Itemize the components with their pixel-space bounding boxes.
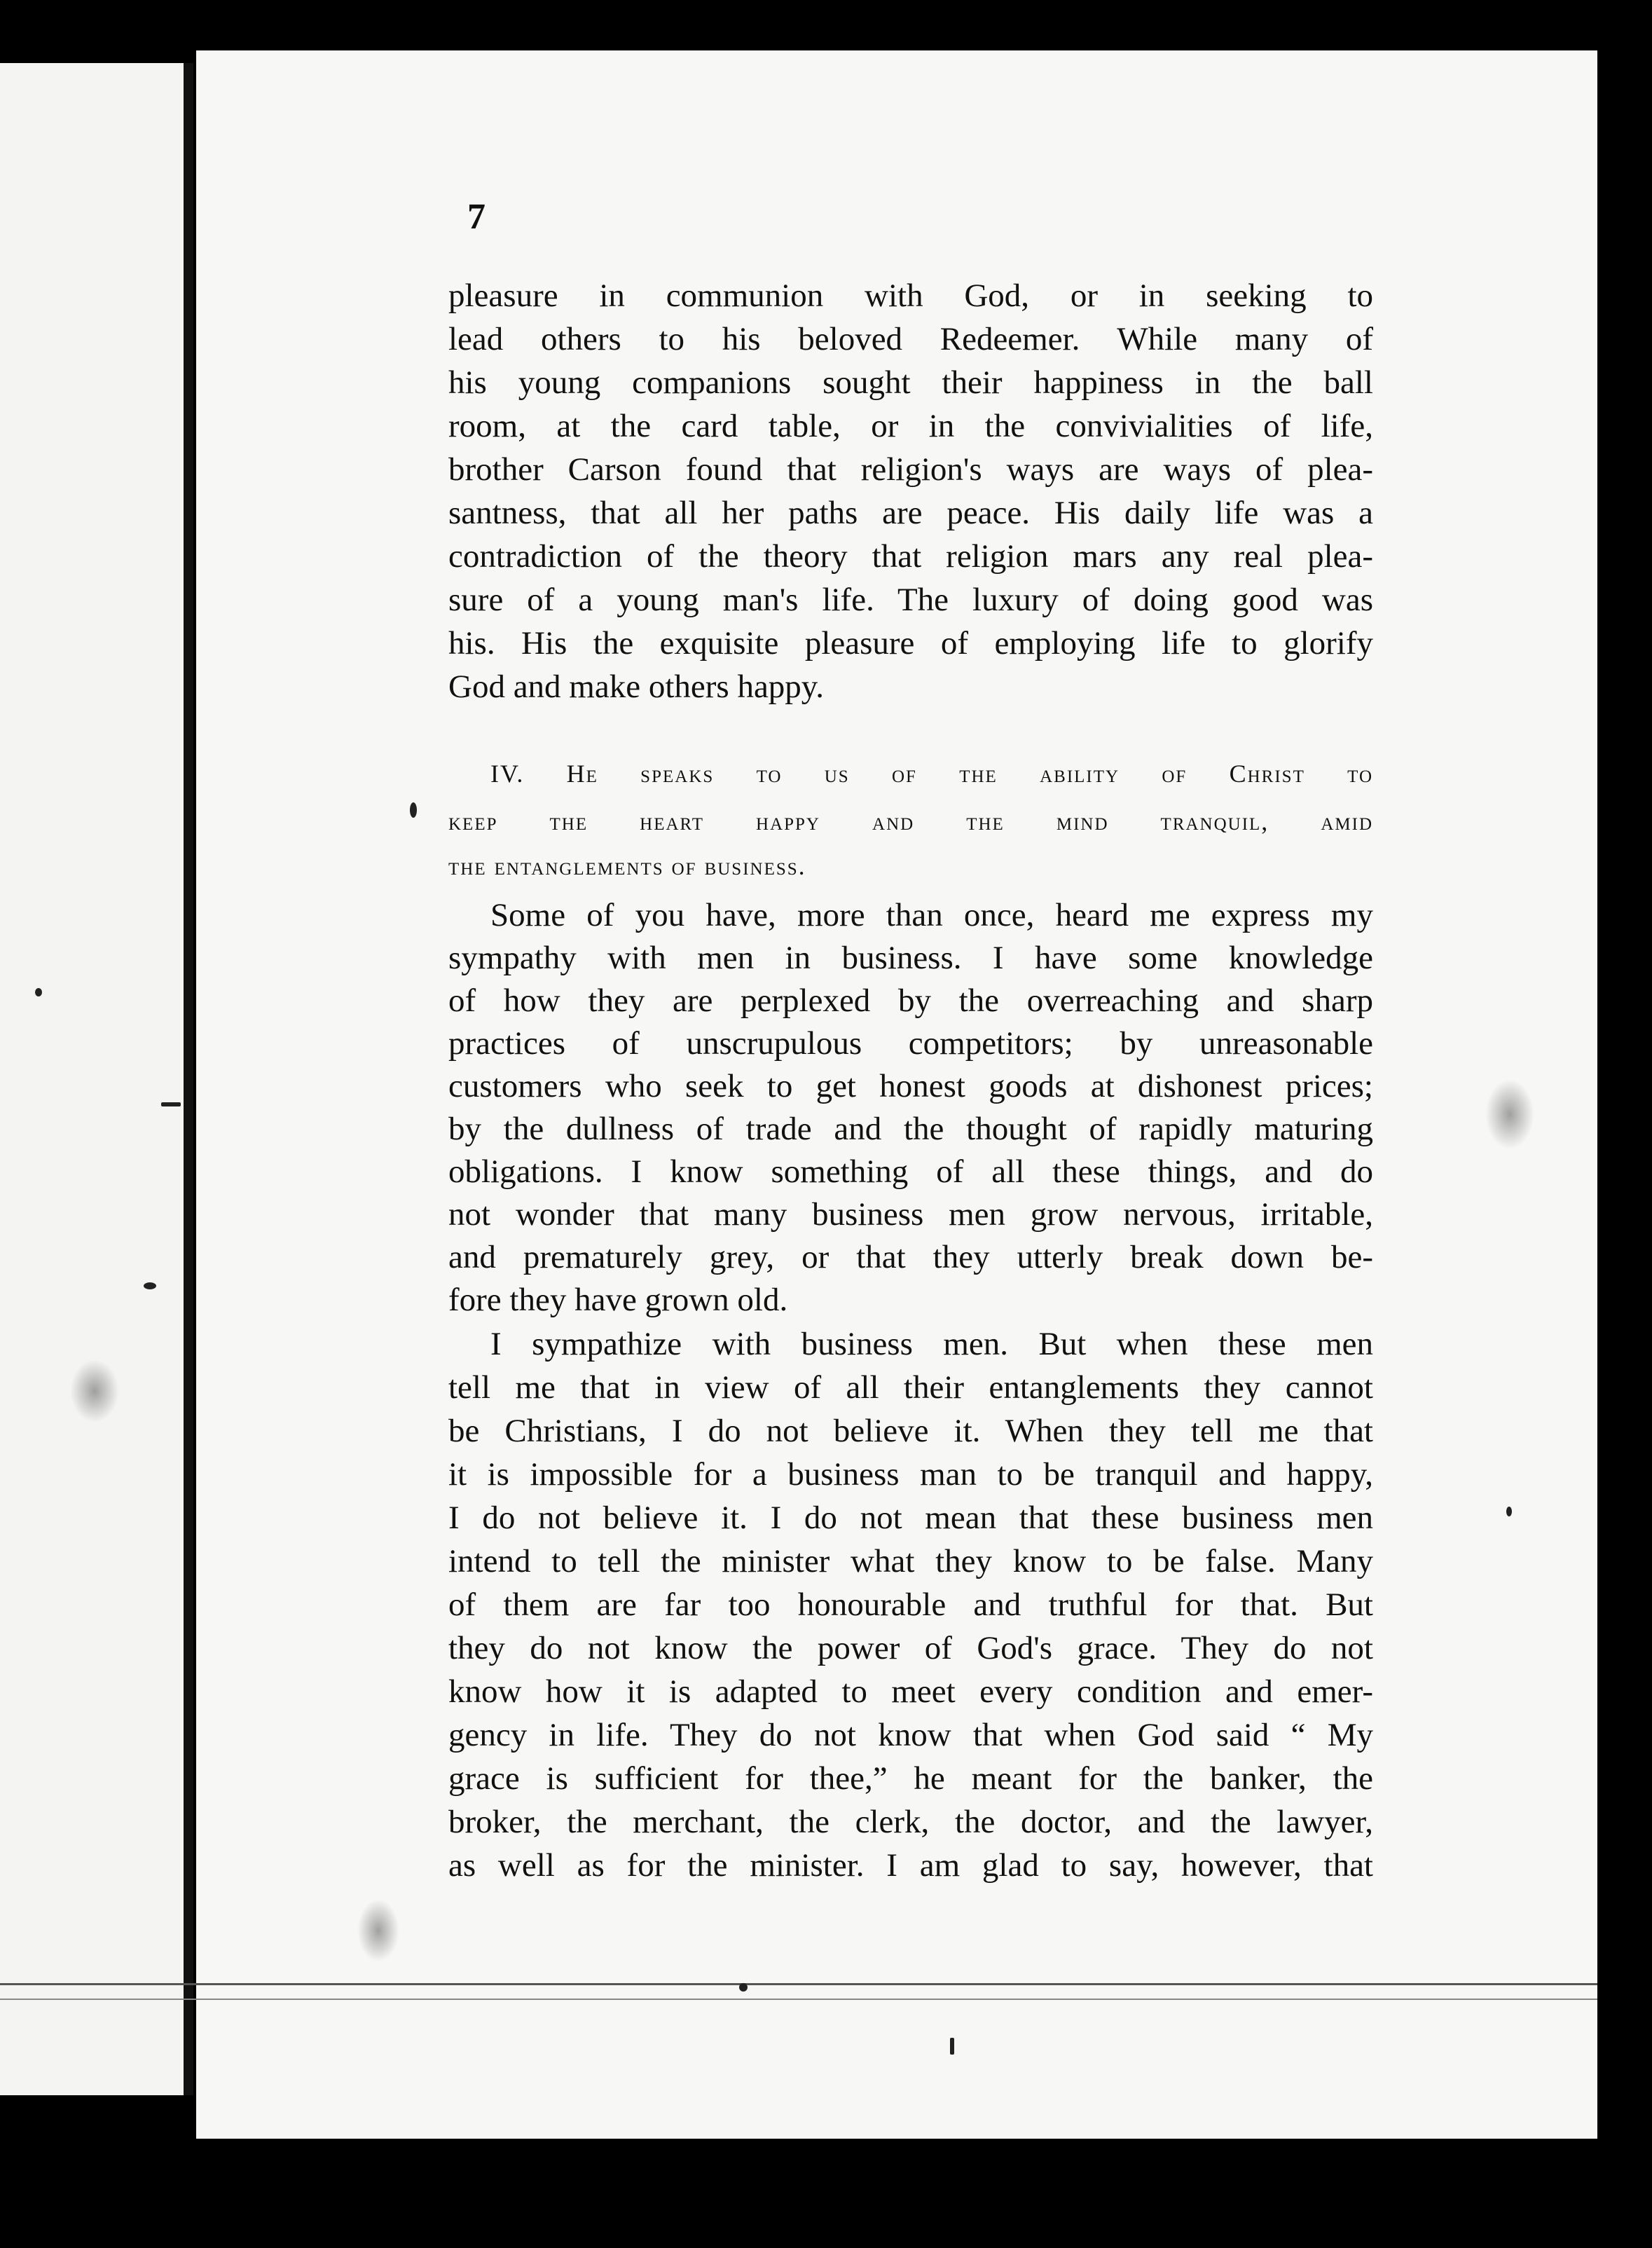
text-line: I do not believe it. I do not mean that these business men	[448, 1500, 1373, 1536]
speck-mark	[1506, 1507, 1512, 1516]
speck-mark	[950, 2038, 954, 2055]
speck-mark	[410, 802, 417, 818]
speck-mark	[35, 988, 42, 996]
text-line: intend to tell the minister what they know to be false. Many	[448, 1543, 1373, 1579]
text-line: tell me that in view of all their entanglements they cannot	[448, 1369, 1373, 1406]
text-line: fore they have grown old.	[448, 1282, 788, 1318]
speck-mark	[739, 1983, 748, 1992]
text-line: it is impossible for a business man to be tranquil and happy,	[448, 1456, 1373, 1493]
text-line: his young companions sought their happiness in the ball	[448, 364, 1373, 401]
text-line: broker, the merchant, the clerk, the doctor, and the lawyer,	[448, 1804, 1373, 1840]
text-line: sure of a young man's life. The luxury of doing good was	[448, 582, 1373, 618]
text-line: customers who seek to get honest goods at dishonest prices;	[448, 1068, 1373, 1104]
text-line: God and make others happy.	[448, 669, 825, 705]
smudge-mark	[1485, 1079, 1534, 1149]
page-number: 7	[467, 197, 486, 237]
text-line: not wonder that many business men grow nervous, irritable,	[448, 1196, 1373, 1233]
text-line: Some of you have, more than once, heard me express my	[490, 897, 1373, 933]
scan-line	[0, 1983, 1597, 1985]
text-line: know how it is adapted to meet every condition and emer-	[448, 1673, 1373, 1710]
text-line: lead others to his beloved Redeemer. While many of	[448, 321, 1373, 357]
smudge-mark	[70, 1359, 119, 1423]
text-line: grace is sufficient for thee,” he meant for the banker, the	[448, 1760, 1373, 1797]
text-line: they do not know the power of God's grace. They do not	[448, 1630, 1373, 1666]
text-line: of them are far too honourable and truthful for that. But	[448, 1586, 1373, 1623]
text-line: practices of unscrupulous competitors; by unreasonable	[448, 1025, 1373, 1062]
text-line: and prematurely grey, or that they utterly break down be-	[448, 1239, 1373, 1275]
text-line: pleasure in communion with God, or in seeking to	[448, 277, 1373, 314]
text-line: his. His the exquisite pleasure of employing life to glorify	[448, 625, 1373, 662]
text-line: sympathy with men in business. I have some knowledge	[448, 940, 1373, 976]
text-line: of how they are perplexed by the overreaching and sharp	[448, 982, 1373, 1019]
text-line: I sympathize with business men. But when these men	[490, 1326, 1373, 1362]
text-line: gency in life. They do not know that when God said “ My	[448, 1717, 1373, 1753]
smudge-mark	[357, 1899, 399, 1962]
text-line: as well as for the minister. I am glad to say, however, that	[448, 1847, 1373, 1884]
page-gutter	[184, 63, 193, 2095]
heading-line: keep the heart happy and the mind tranquil, amid	[448, 807, 1373, 835]
heading-line: the entanglements of business.	[448, 852, 806, 880]
scan-line-secondary	[0, 1999, 1597, 2000]
text-line: by the dullness of trade and the thought of rapidly maturing	[448, 1111, 1373, 1147]
heading-line: IV. He speaks to us of the ability of Christ to	[490, 760, 1373, 788]
text-line: santness, that all her paths are peace. His daily life was a	[448, 495, 1373, 531]
speck-mark	[161, 1102, 181, 1106]
text-line: room, at the card table, or in the convivialities of life,	[448, 408, 1373, 444]
text-line: obligations. I know something of all these things, and do	[448, 1153, 1373, 1190]
text-line: contradiction of the theory that religion mars any real plea-	[448, 538, 1373, 575]
text-line: be Christians, I do not believe it. When they tell me that	[448, 1413, 1373, 1449]
text-line: brother Carson found that religion's ways are ways of plea-	[448, 451, 1373, 488]
facing-page-edge	[0, 63, 184, 2095]
speck-mark	[144, 1282, 156, 1289]
